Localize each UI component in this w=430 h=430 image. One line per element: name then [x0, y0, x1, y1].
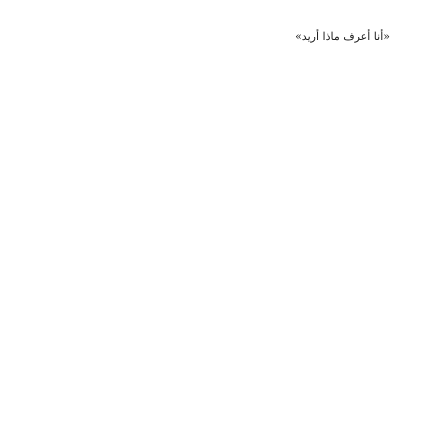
page-heading — [22, 2, 408, 14]
paragraph-gap — [22, 49, 408, 57]
opening-quote: «أنا أعرف ماذا أريد» — [295, 30, 390, 43]
